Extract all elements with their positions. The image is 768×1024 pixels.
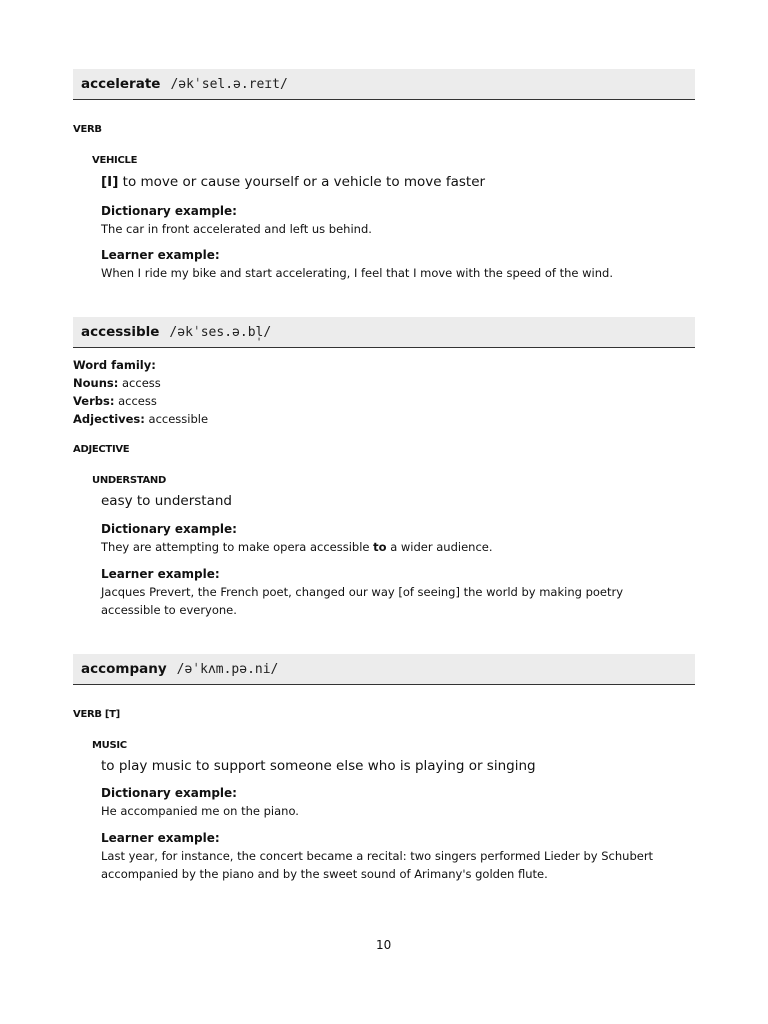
dictionary-example-label: Dictionary example:	[101, 786, 237, 800]
definition: easy to understand	[101, 493, 232, 509]
dictionary-example-label: Dictionary example:	[101, 522, 237, 536]
entry-header-accelerate	[73, 69, 695, 100]
dictionary-example: They are attempting to make opera accessible to a wider audience.	[101, 540, 493, 554]
dictionary-example: The car in front accelerated and left us behind.	[101, 222, 372, 236]
headword: accelerate	[81, 76, 161, 92]
definition: to play music to support someone else who is playing or singing	[101, 758, 536, 774]
headword: accessible	[81, 324, 160, 340]
part-of-speech: VERB [T]	[73, 709, 120, 720]
headword: accompany	[81, 661, 167, 677]
learner-example-line-1: Jacques Prevert, the French poet, changed our way [of seeing] the world by making poetry	[101, 585, 624, 599]
dictionary-example: He accompanied me on the piano.	[101, 804, 299, 818]
guideword: MUSIC	[92, 740, 127, 751]
learner-example-line-2: accompanied by the piano and by the sweet sound of Arimany's golden flute.	[101, 867, 548, 881]
grammar-code: [I]	[101, 174, 119, 190]
definition-text: to move or cause yourself or a vehicle to move faster	[122, 174, 486, 190]
word-family-adjectives: Adjectives: accessible	[73, 412, 209, 426]
definition	[101, 174, 485, 190]
word-family-nouns: Nouns: access	[73, 376, 161, 390]
page-number: 10	[376, 938, 392, 952]
word-family-title: Word family:	[73, 358, 156, 372]
guideword: VEHICLE	[92, 155, 138, 166]
part-of-speech: ADJECTIVE	[73, 444, 130, 455]
pronunciation: /əkˈsel.ə.reɪt/	[170, 76, 288, 92]
learner-example-label: Learner example:	[101, 248, 220, 262]
pronunciation: /əkˈses.ə.bl̩/	[169, 324, 272, 340]
learner-example-label: Learner example:	[101, 831, 220, 845]
entry-header-accessible	[73, 317, 695, 348]
word-family-verbs: Verbs: access	[73, 394, 157, 408]
learner-example-line-2: accessible to everyone.	[101, 603, 237, 617]
learner-example-line-1: Last year, for instance, the concert became a recital: two singers performed Lieder by Schubert	[101, 849, 654, 863]
entry-header-accompany	[73, 654, 695, 685]
part-of-speech: VERB	[73, 124, 102, 135]
guideword: UNDERSTAND	[92, 475, 166, 486]
dictionary-example-label: Dictionary example:	[101, 204, 237, 218]
pronunciation: /əˈkʌm.pə.ni/	[176, 661, 279, 677]
learner-example: When I ride my bike and start accelerating, I feel that I move with the speed of the wind.	[101, 266, 613, 280]
learner-example-label: Learner example:	[101, 567, 220, 581]
